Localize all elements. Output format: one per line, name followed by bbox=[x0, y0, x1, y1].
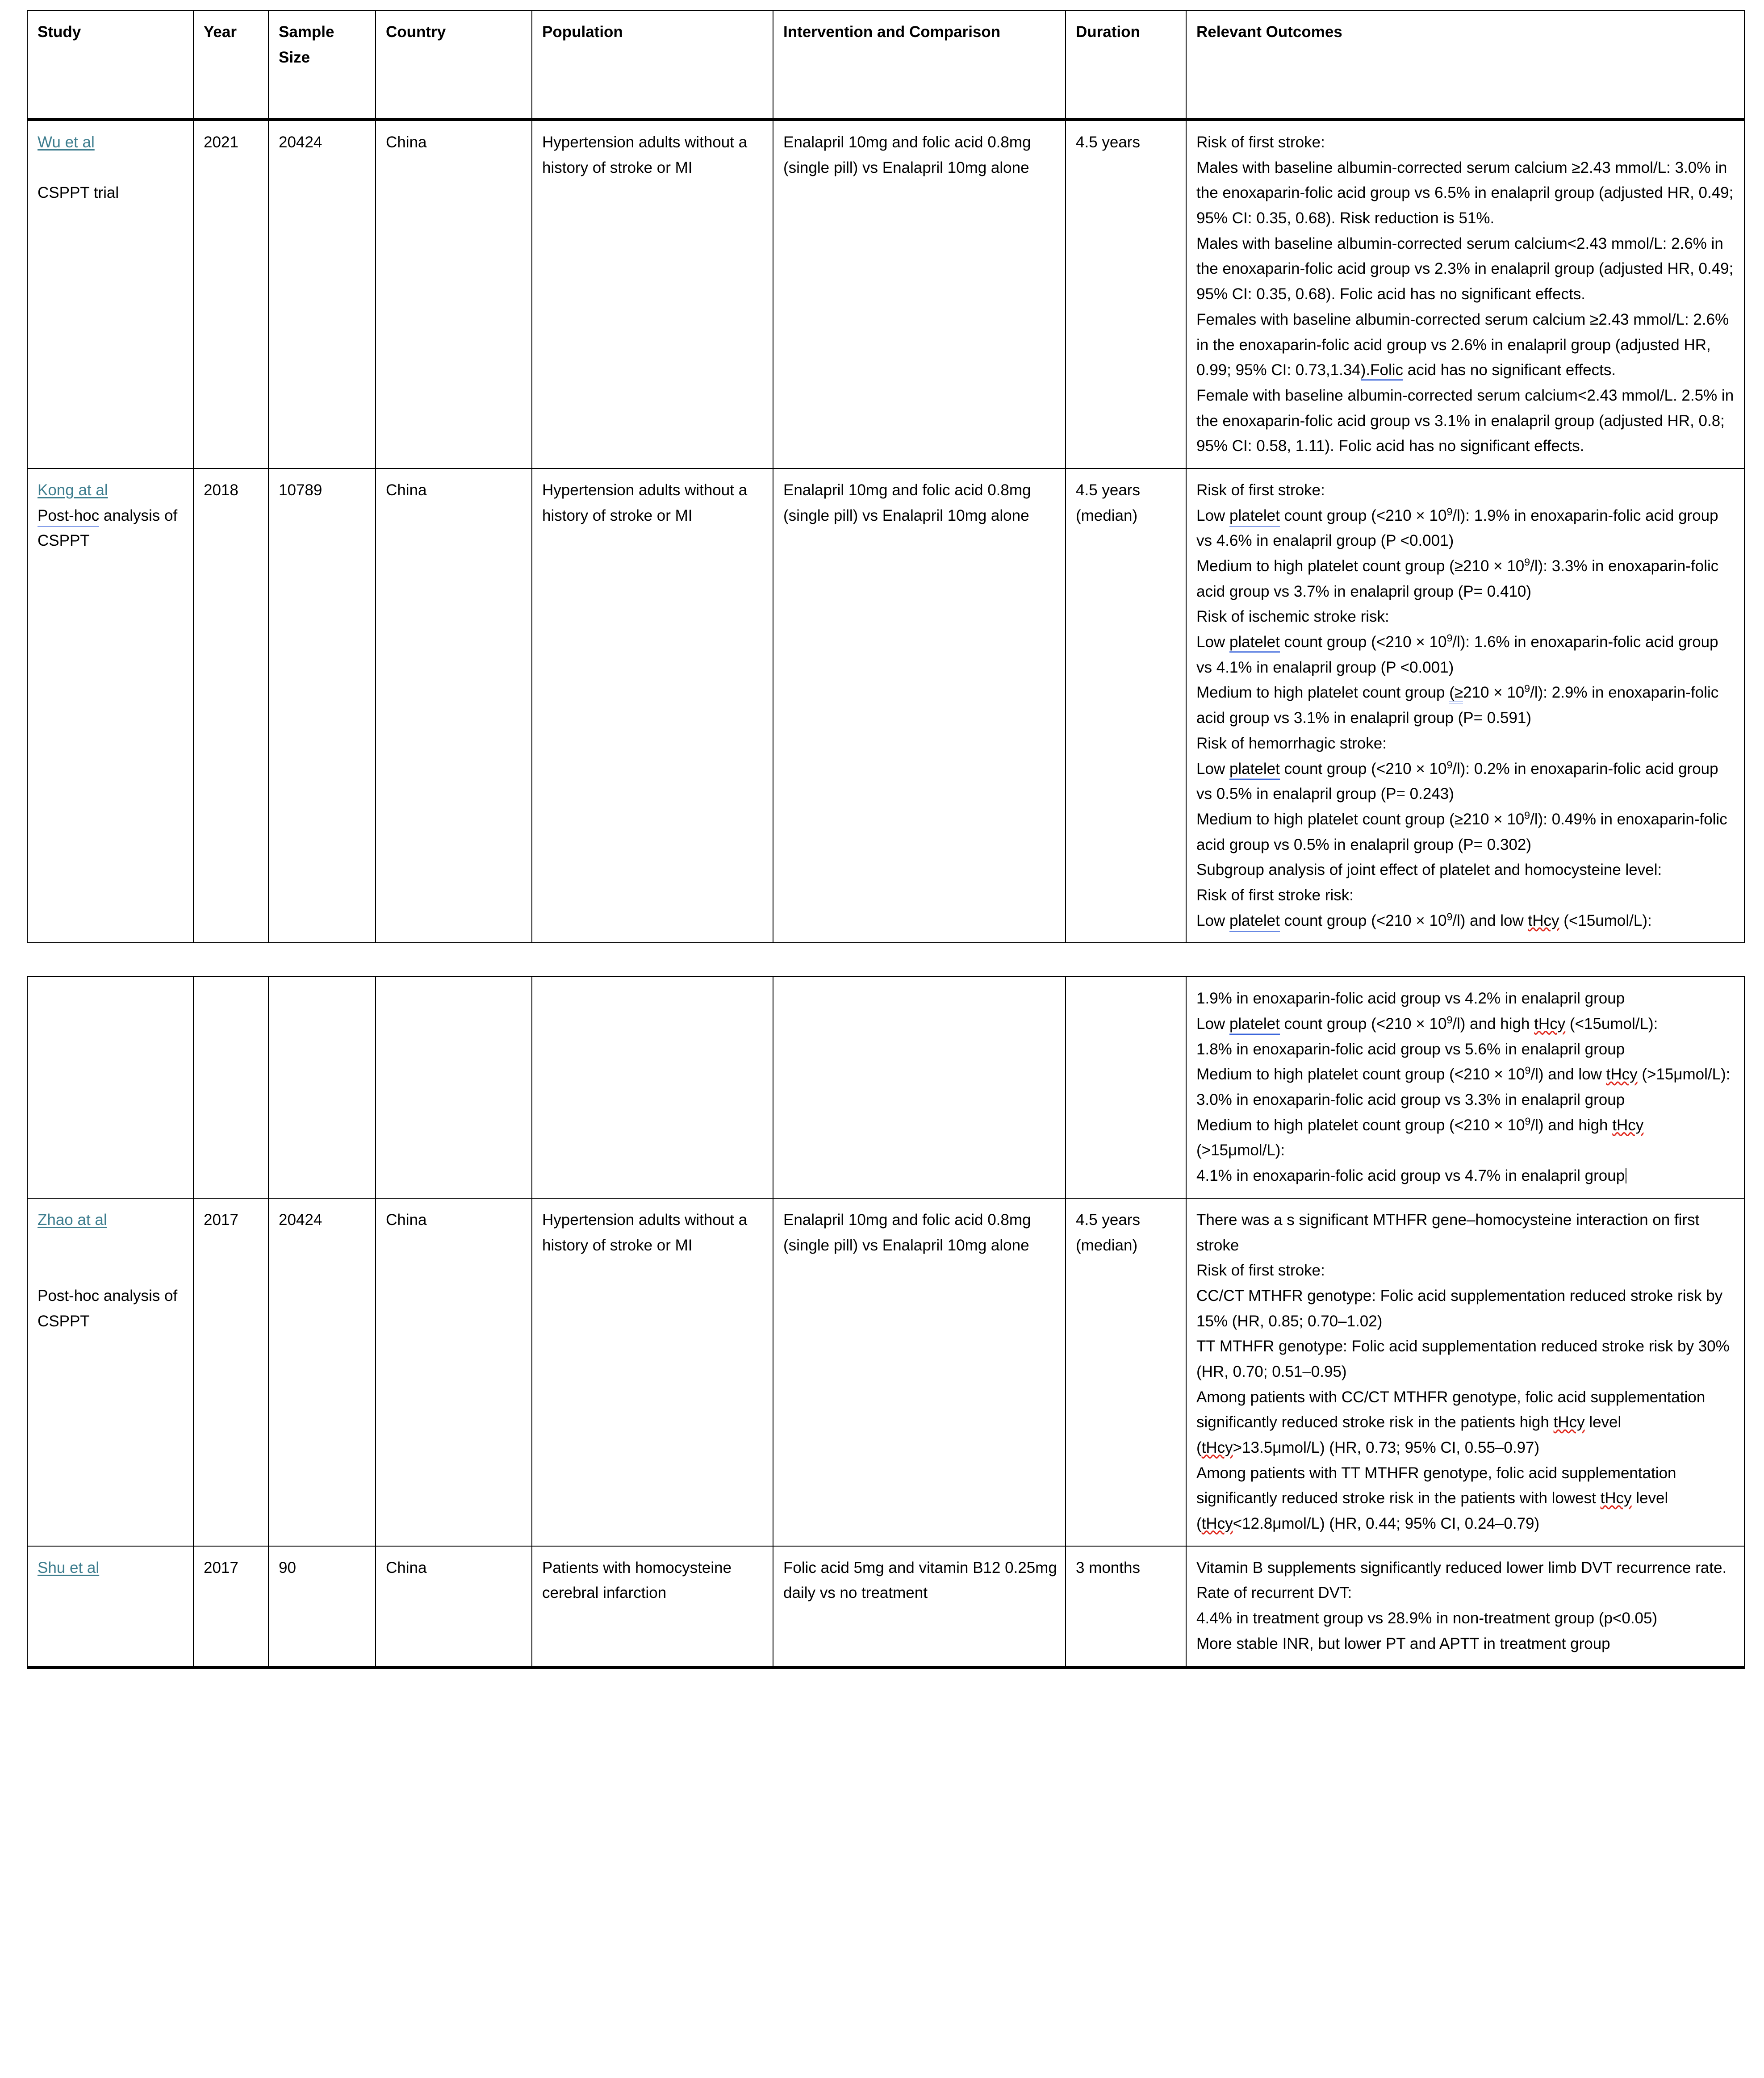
outcome-line: Low platelet count group $(<210 \times 10^9/l)$ and high tHcy (<15umol/L): bbox=[1196, 1012, 1736, 1037]
column-header-duration: Duration bbox=[1066, 10, 1186, 120]
outcome-line: Low platelet count group $(<210 \times 10^9/l)$: 1.6% in enoxaparin-folic acid group vs 4.1% in enalapril group (P <0.001) bbox=[1196, 632, 1718, 676]
outcome-line: Risk of first stroke: bbox=[1196, 134, 1325, 151]
table-row-continuation bbox=[27, 977, 1744, 1198]
column-header-sample-size: Sample Size bbox=[268, 10, 376, 120]
outcome-line: Risk of hemorrhagic stroke: bbox=[1196, 734, 1387, 752]
outcome-line: 4.4% in treatment group vs 28.9% in non-treatment group (p<0.05) bbox=[1196, 1610, 1658, 1627]
outcome-line: Subgroup analysis of joint effect of platelet and homocysteine level: bbox=[1196, 861, 1662, 879]
study-link[interactable]: Kong at al bbox=[38, 481, 108, 499]
outcome-line: Vitamin B supplements significantly reduced lower limb DVT recurrence rate. bbox=[1196, 1559, 1727, 1576]
outcome-line: Males with baseline albumin-corrected serum calcium ≥2.43 mmol/L: 3.0% in the enoxaparin-folic acid group vs 6.5% in enalapril group (adjusted HR, 0.49; 95% CI: 0.35, 0.68). Risk reduction is 51%. bbox=[1196, 159, 1734, 227]
study-subtitle: Post-hoc analysis of CSPPT bbox=[38, 1287, 178, 1330]
cell-country: China bbox=[376, 120, 532, 468]
cell-year: 2018 bbox=[193, 468, 268, 943]
cell-year: 2021 bbox=[193, 120, 268, 468]
study-link[interactable]: Zhao at al bbox=[38, 1211, 107, 1229]
table-body bbox=[27, 120, 1744, 1668]
study-subtitle-with-grammar-mark: Post-hoc analysis of CSPPT bbox=[38, 506, 178, 550]
cell-outcomes bbox=[1186, 468, 1744, 943]
cell-population: Hypertension adults without a history of stroke or MI bbox=[532, 120, 773, 468]
column-header-country: Country bbox=[376, 10, 532, 120]
column-header-relevant-outcomes: Relevant Outcomes bbox=[1186, 10, 1744, 120]
outcome-line: 3.0% in enoxaparin-folic acid group vs 3.3% in enalapril group bbox=[1196, 1091, 1625, 1109]
cell-year bbox=[193, 977, 268, 1198]
outcome-line: Medium to high platelet count group $(\ge 210 \times 10^9/l)$: 0.49% in enoxaparin-folic acid group vs 0.5% in enalapril group (P= 0.302) bbox=[1196, 809, 1727, 853]
outcome-line-with-grammar-mark: Females with baseline albumin-corrected serum calcium ≥2.43 mmol/L: 2.6% in the enoxaparin-folic acid group vs 2.6% in enalapril group (adjusted HR, 0.99; 95% CI: 0.73,1.34).Folic acid has no significant effects. bbox=[1196, 307, 1736, 383]
column-header-study: Study bbox=[27, 10, 193, 120]
column-header-year: Year bbox=[193, 10, 268, 120]
cell-population: Patients with homocysteine cerebral infarction bbox=[532, 1546, 773, 1667]
cell-duration: 4.5 years (median) bbox=[1066, 468, 1186, 943]
cell-outcomes bbox=[1186, 977, 1744, 1198]
table-header bbox=[27, 10, 1744, 120]
cell-intervention: Enalapril 10mg and folic acid 0.8mg (single pill) vs Enalapril 10mg alone bbox=[773, 1198, 1066, 1546]
cell-population: Hypertension adults without a history of stroke or MI bbox=[532, 468, 773, 943]
table-row bbox=[27, 1198, 1744, 1546]
outcome-line: Low platelet count group $(<210 \times 10^9/l)$: 1.9% in enoxaparin-folic acid group vs 4.6% in enalapril group (P <0.001) bbox=[1196, 505, 1718, 550]
column-header-intervention: Intervention and Comparison bbox=[773, 10, 1066, 120]
page-break-spacer bbox=[27, 943, 1744, 977]
table-row bbox=[27, 1546, 1744, 1667]
cell-country: China bbox=[376, 468, 532, 943]
cell-outcomes bbox=[1186, 1546, 1744, 1667]
cell-study bbox=[27, 1198, 193, 1546]
cell-country: China bbox=[376, 1546, 532, 1667]
cell-year: 2017 bbox=[193, 1546, 268, 1667]
column-header-population: Population bbox=[532, 10, 773, 120]
cell-outcomes bbox=[1186, 120, 1744, 468]
outcome-line: Medium to high platelet count group $(\ge 210 \times 10^9/l)$: 3.3% in enoxaparin-folic acid group vs 3.7% in enalapril group (P= 0.410) bbox=[1196, 556, 1719, 600]
outcome-line: Medium to high platelet count group $(<210 \times 10^9/l)$ and low tHcy (>15μmol/L): bbox=[1196, 1064, 1731, 1083]
line-spacer bbox=[38, 155, 185, 181]
table-row bbox=[27, 468, 1744, 943]
header-row bbox=[27, 10, 1744, 120]
outcome-line: More stable INR, but lower PT and APTT in treatment group bbox=[1196, 1635, 1610, 1652]
outcome-line: Medium to high platelet count group $(\ge 210 \times 10^9/l)$: 2.9% in enoxaparin-folic acid group vs 3.1% in enalapril group (P= 0.591) bbox=[1196, 682, 1719, 727]
cell-outcomes bbox=[1186, 1198, 1744, 1546]
outcome-line: 1.9% in enoxaparin-folic acid group vs 4.2% in enalapril group bbox=[1196, 990, 1625, 1008]
cell-sample-size bbox=[268, 977, 376, 1198]
table-row bbox=[27, 120, 1744, 468]
outcome-line: CC/CT MTHFR genotype: Folic acid supplementation reduced stroke risk by 15% (HR, 0.85; 0.70–1.02) bbox=[1196, 1287, 1723, 1330]
cell-study bbox=[27, 468, 193, 943]
cell-study bbox=[27, 1546, 193, 1667]
outcome-line: TT MTHFR genotype: Folic acid supplementation reduced stroke risk by 30% (HR, 0.70; 0.51–0.95) bbox=[1196, 1338, 1730, 1380]
cell-intervention: Enalapril 10mg and folic acid 0.8mg (single pill) vs Enalapril 10mg alone bbox=[773, 468, 1066, 943]
cell-sample-size: 20424 bbox=[268, 120, 376, 468]
outcome-line: There was a s significant MTHFR gene–homocysteine interaction on first stroke bbox=[1196, 1211, 1700, 1254]
cell-intervention: Folic acid 5mg and vitamin B12 0.25mg daily vs no treatment bbox=[773, 1546, 1066, 1667]
outcome-line: Low platelet count group $(<210 \times 10^9/l)$: 0.2% in enoxaparin-folic acid group vs 0.5% in enalapril group (P= 0.243) bbox=[1196, 758, 1718, 803]
cell-year: 2017 bbox=[193, 1198, 268, 1546]
outcome-line: Among patients with TT MTHFR genotype, folic acid supplementation significantly reduced stroke risk in the patients with lowest tHcy level (tHcy<12.8μmol/L) (HR, 0.44; 95% CI, 0.24–0.79) bbox=[1196, 1464, 1676, 1533]
outcome-line: 1.8% in enoxaparin-folic acid group vs 5.6% in enalapril group bbox=[1196, 1040, 1625, 1058]
page-break-gap bbox=[27, 943, 1744, 977]
study-link[interactable]: Shu et al bbox=[38, 1559, 100, 1576]
cell-study bbox=[27, 120, 193, 468]
evidence-table bbox=[27, 10, 1745, 1669]
study-subtitle: CSPPT trial bbox=[38, 184, 119, 202]
cell-duration: 4.5 years bbox=[1066, 120, 1186, 468]
cell-sample-size: 90 bbox=[268, 1546, 376, 1667]
outcome-line: Risk of first stroke: bbox=[1196, 1262, 1325, 1279]
cell-duration bbox=[1066, 977, 1186, 1198]
outcome-line-with-caret: 4.1% in enoxaparin-folic acid group vs 4.7% in enalapril group bbox=[1196, 1163, 1736, 1189]
cell-duration: 3 months bbox=[1066, 1546, 1186, 1667]
cell-intervention: Enalapril 10mg and folic acid 0.8mg (single pill) vs Enalapril 10mg alone bbox=[773, 120, 1066, 468]
outcome-line: Medium to high platelet count group $(<210 \times 10^9/l)$ and high tHcy (>15μmol/L): bbox=[1196, 1115, 1644, 1159]
cell-intervention bbox=[773, 977, 1066, 1198]
cell-duration: 4.5 years (median) bbox=[1066, 1198, 1186, 1546]
study-link[interactable]: Wu et al bbox=[38, 134, 95, 151]
outcome-line: Low platelet count group $(<210 \times 10^9/l)$ and low tHcy (<15umol/L): bbox=[1196, 908, 1736, 934]
outcome-line: Rate of recurrent DVT: bbox=[1196, 1584, 1352, 1602]
cell-population: Hypertension adults without a history of stroke or MI bbox=[532, 1198, 773, 1546]
cell-sample-size: 10789 bbox=[268, 468, 376, 943]
outcome-line: Among patients with CC/CT MTHFR genotype, folic acid supplementation significantly reduced stroke risk in the patients high tHcy level (tHcy>13.5μmol/L) (HR, 0.73; 95% CI, 0.55–0.97) bbox=[1196, 1388, 1705, 1456]
outcome-line: Risk of ischemic stroke risk: bbox=[1196, 608, 1389, 626]
outcome-line: Female with baseline albumin-corrected serum calcium<2.43 mmol/L. 2.5% in the enoxaparin-folic acid group vs 3.1% in enalapril group (adjusted HR, 0.8; 95% CI: 0.58, 1.11). Folic acid has no significant effects. bbox=[1196, 386, 1734, 455]
line-spacer bbox=[38, 1233, 185, 1259]
line-spacer bbox=[38, 1258, 185, 1284]
cell-population bbox=[532, 977, 773, 1198]
cell-sample-size: 20424 bbox=[268, 1198, 376, 1546]
outcome-line: Risk of first stroke: bbox=[1196, 481, 1325, 499]
cell-country: China bbox=[376, 1198, 532, 1546]
outcome-line: Risk of first stroke risk: bbox=[1196, 886, 1354, 904]
cell-country bbox=[376, 977, 532, 1198]
outcome-line: Males with baseline albumin-corrected serum calcium<2.43 mmol/L: 2.6% in the enoxaparin-folic acid group vs 2.3% in enalapril group (adjusted HR, 0.49; 95% CI: 0.35, 0.68). Folic acid has no significant effects. bbox=[1196, 234, 1734, 303]
cell-study bbox=[27, 977, 193, 1198]
